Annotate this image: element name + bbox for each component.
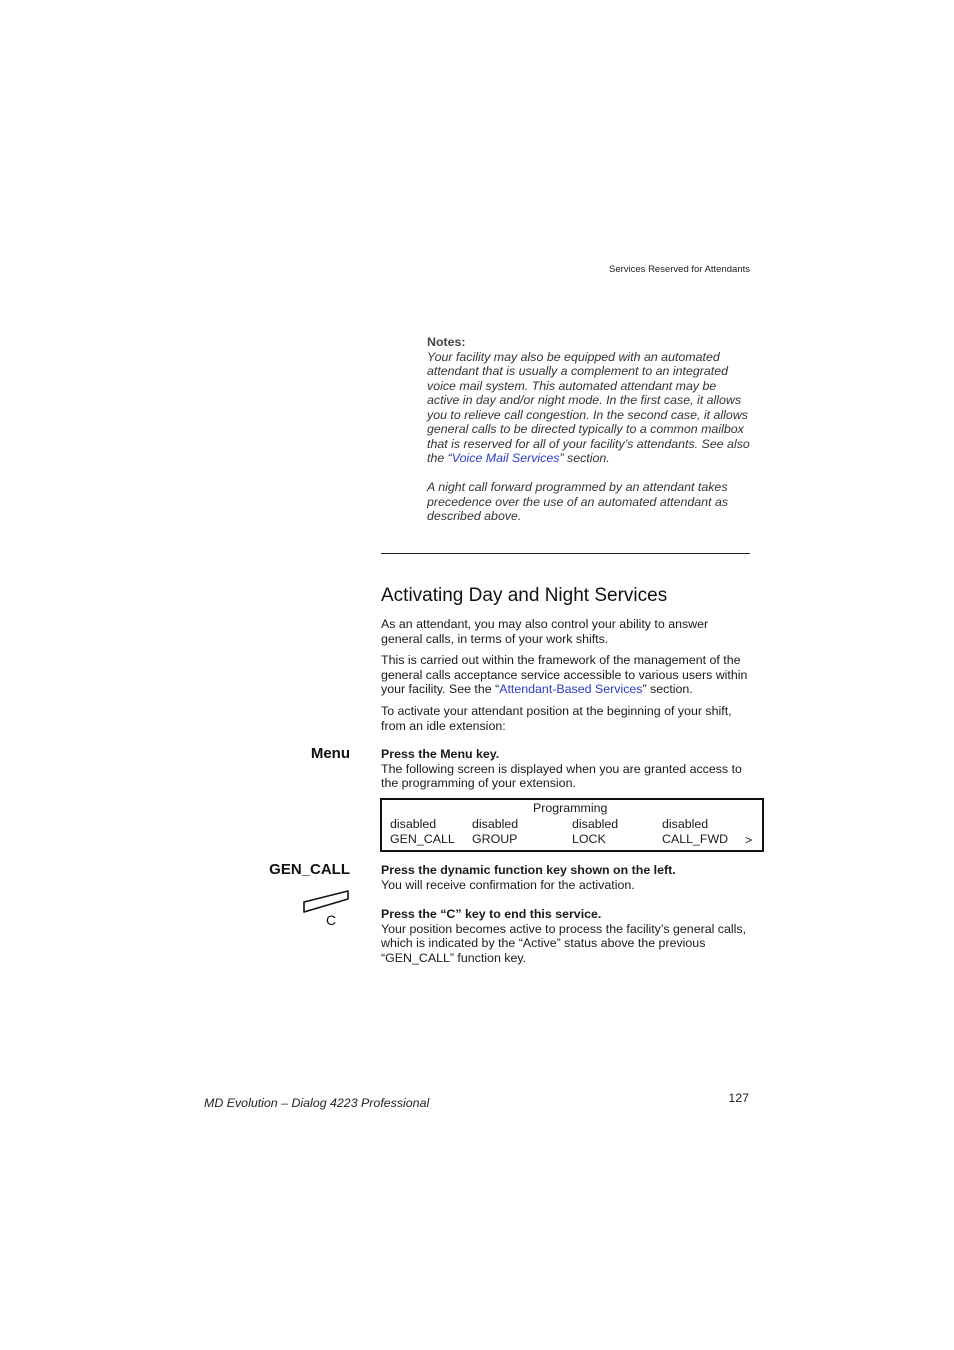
screen-title: Programming bbox=[533, 801, 608, 815]
section-divider bbox=[381, 553, 750, 554]
notes-paragraph-1 bbox=[427, 350, 752, 466]
notes-text: Your facility may also be equipped with an automated attendant that is usually a complement to an integrated voice mail system. This automated attendant may be active in day and/or night mode. In the first case, it allows you to relieve call congestion. In the second case, it allows general calls to be directed typically to a common mailbox that is reserved for all of your facility’s attendants. See also the “ bbox=[427, 349, 750, 465]
step-menu-title: Press the Menu key. bbox=[381, 747, 500, 761]
intro-paragraph-2 bbox=[381, 653, 753, 697]
step-menu-text: The following screen is displayed when you are granted access to the programming of your extension. bbox=[381, 761, 742, 790]
running-header: Services Reserved for Attendants bbox=[609, 264, 750, 275]
c-key-icon bbox=[300, 888, 352, 932]
intro-text-1: As an attendant, you may also control your ability to answer general calls, in terms of your work shifts. bbox=[381, 617, 709, 646]
footer-product-name: MD Evolution – Dialog 4223 Professional bbox=[204, 1096, 430, 1110]
notes-title: Notes: bbox=[427, 335, 466, 349]
page-number: 127 bbox=[728, 1091, 749, 1105]
step-c-key-title: Press the “C” key to end this service. bbox=[381, 907, 602, 921]
notes-text-end: ” section. bbox=[559, 451, 610, 465]
screen-key-lock: LOCK bbox=[572, 832, 606, 846]
step-c-key-text: Your position becomes active to process the facility’s general calls, which is indicated by the “Active” status above the previous “GEN_CALL” function key. bbox=[381, 921, 747, 965]
notes-body bbox=[427, 350, 752, 524]
screen-key-gen-call: GEN_CALL bbox=[390, 832, 455, 846]
gen-call-key-label: GEN_CALL bbox=[269, 861, 350, 878]
screen-key-call-fwd: CALL_FWD bbox=[662, 832, 729, 846]
screen-status-1: disabled bbox=[390, 817, 437, 831]
step-gen-call-text: You will receive confirmation for the activation. bbox=[381, 877, 635, 892]
step-gen-call bbox=[381, 863, 753, 892]
step-menu bbox=[381, 747, 753, 791]
screen-status-2: disabled bbox=[472, 817, 519, 831]
voice-mail-services-link[interactable]: Voice Mail Services bbox=[451, 451, 560, 465]
screen-status-4: disabled bbox=[662, 817, 709, 831]
screen-key-group: GROUP bbox=[472, 832, 518, 846]
section-title: Activating Day and Night Services bbox=[381, 585, 668, 606]
step-gen-call-title: Press the dynamic function key shown on the left. bbox=[381, 863, 676, 877]
intro-paragraph-1 bbox=[381, 617, 751, 646]
screen-more-indicator: > bbox=[745, 833, 753, 847]
intro-text-3: To activate your attendant position at the beginning of your shift, from an idle extension: bbox=[381, 704, 732, 733]
phone-display-screen bbox=[380, 798, 764, 852]
intro-text-2-end: ” section. bbox=[642, 682, 693, 696]
menu-key-label: Menu bbox=[310, 745, 350, 762]
step-c-key bbox=[381, 907, 753, 965]
attendant-based-services-link[interactable]: Attendant-Based Services bbox=[499, 682, 643, 696]
intro-text-2 bbox=[381, 653, 753, 697]
notes-block bbox=[427, 335, 752, 524]
c-key-label: C bbox=[326, 912, 337, 928]
screen-status-3: disabled bbox=[572, 817, 619, 831]
notes-paragraph-2: A night call forward programmed by an attendant takes precedence over the use of an automated attendant as described above. bbox=[427, 480, 729, 523]
intro-paragraph-3 bbox=[381, 704, 751, 733]
intro-text-2-start: This is carried out within the framework of the management of the general calls acceptance service accessible to various users within your facility. See the “ bbox=[381, 653, 748, 696]
